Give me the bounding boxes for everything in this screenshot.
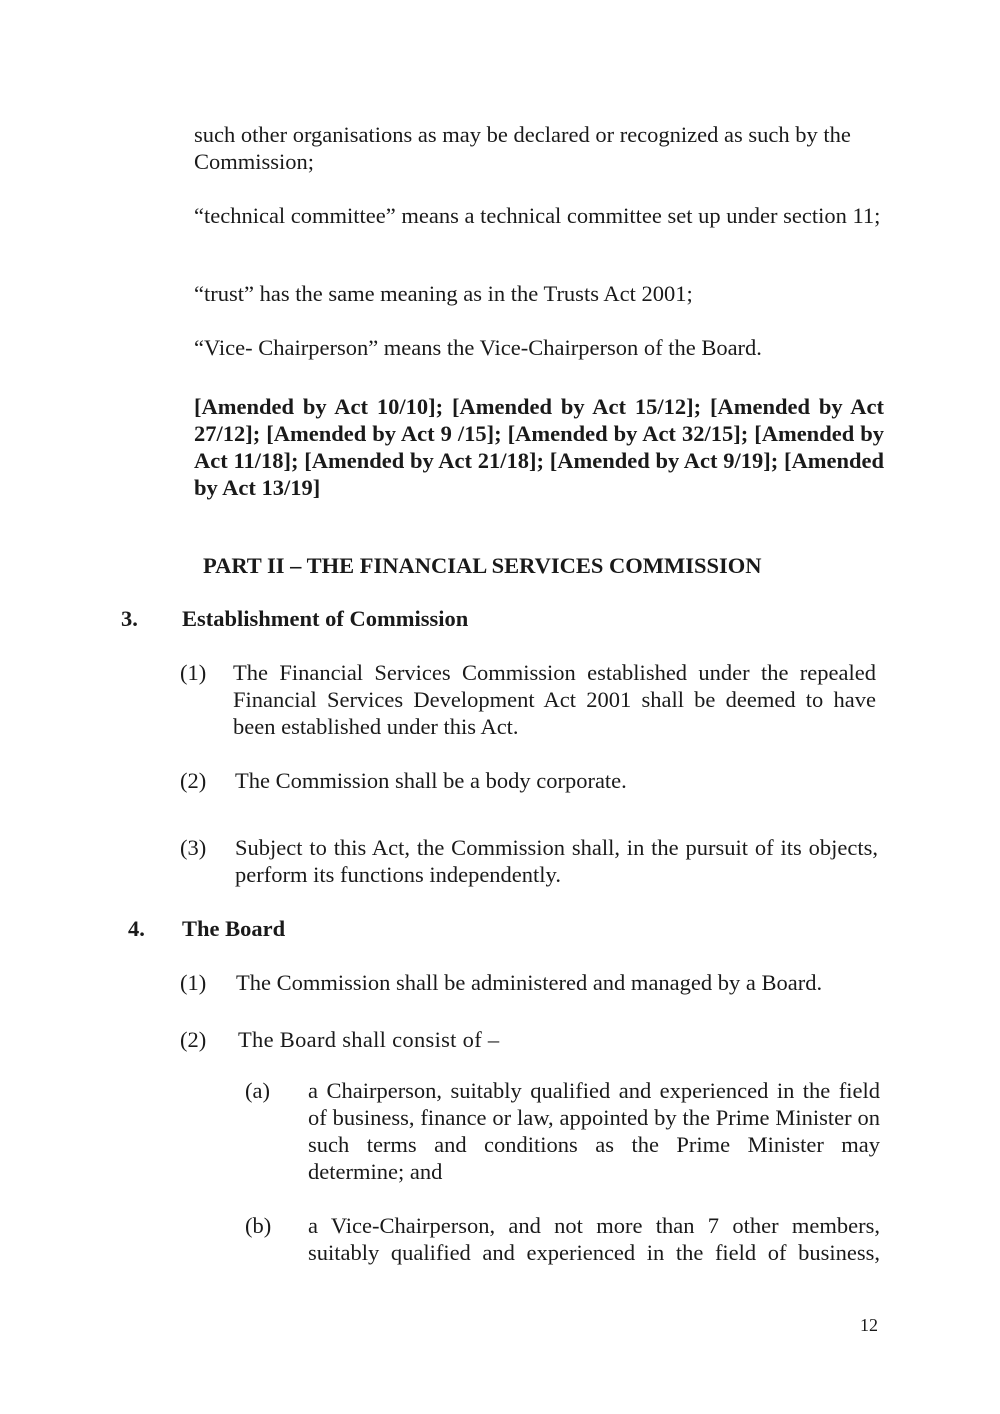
section-title: Establishment of Commission [182,606,469,631]
subsection-text: The Board shall consist of – [238,1027,500,1052]
item-text: a Chairperson, suitably qualified and experienced in the field of business, finance or law, appointed by the Prime Minister on such terms and conditions as the Prime Minister may determine; and [308,1078,880,1184]
amendments-note: [Amended by Act 10/10]; [Amended by Act 15/12]; [Amended by Act 27/12]; [Amended by Act 9 /15]; [Amended by Act 32/15]; [Amended by Act 11/18]; [Amended by Act 21/18]; [Amended by Act 9/19]; [Amended by Act 13/19] [194,394,884,500]
subsection-number: (1) [180,970,207,995]
subsection-text: The Financial Services Commission established under the repealed Financial Services Development Act 2001 shall be deemed to have been established under this Act. [233,660,876,739]
section-number: 3. [121,606,138,631]
item-letter: (a) [245,1078,270,1103]
subsection-text: Subject to this Act, the Commission shall, in the pursuit of its objects, perform its functions independently. [235,835,878,887]
section-title: The Board [182,916,286,941]
section-number: 4. [128,916,145,941]
subsection-text: The Commission shall be a body corporate. [235,768,627,793]
subsection-number: (1) [180,660,207,685]
subsection-text: The Commission shall be administered and managed by a Board. [236,970,823,995]
subsection-number: (2) [180,768,207,793]
item-letter: (b) [245,1213,272,1238]
part-heading: PART II – THE FINANCIAL SERVICES COMMISSION [203,553,762,578]
definition-continuation: such other organisations as may be declared or recognized as such by the Commission; [194,122,851,174]
definition-vice-chairperson: “Vice- Chairperson” means the Vice-Chairperson of the Board. [194,335,762,360]
definition-technical-committee: “technical committee” means a technical committee set up under section 11; [194,203,881,228]
subsection-number: (2) [180,1027,207,1052]
subsection-number: (3) [180,835,207,860]
definition-trust: “trust” has the same meaning as in the Trusts Act 2001; [194,281,693,306]
item-text: a Vice-Chairperson, and not more than 7 other members, suitably qualified and experienced in the field of business, [308,1213,880,1265]
page-number: 12 [860,1315,878,1335]
